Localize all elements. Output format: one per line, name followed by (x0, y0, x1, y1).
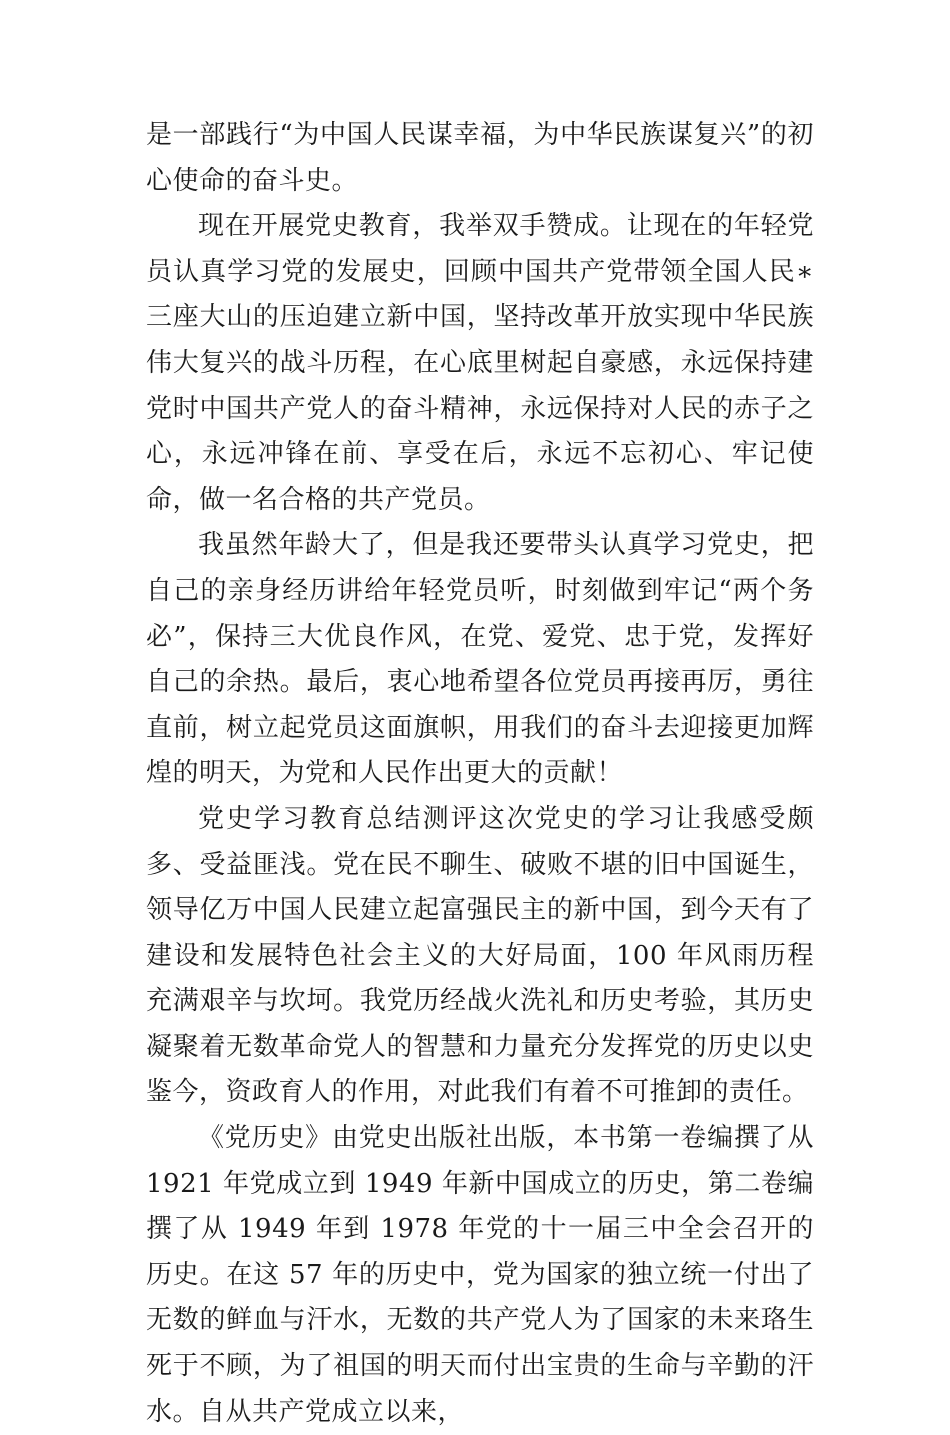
paragraph-5: 《党历史》由党史出版社出版，本书第一卷编撰了从 1921 年党成立到 1949 年新中国成立的历史，第二卷编撰了从 1949 年到 1978 年党的十一届三中全会召开的历史。在这 57 年的历史中，党为国家的独立统一付出了无数的鲜血与汗水，无数的共产党人为了国家的未来珞生死于不顾，为了祖国的明天而付出宝贵的生命与辛勤的汗水。自从共产党成立以来， (146, 1123, 814, 1427)
document-body (146, 113, 814, 1435)
paragraph-1: 是一部践行“为中国人民谋幸福，为中华民族谋复兴”的初心使命的奋斗史。 (146, 120, 814, 196)
paragraph-3: 我虽然年龄大了，但是我还要带头认真学习党史，把自己的亲身经历讲给年轻党员听，时刻做到牢记“两个务必”，保持三大优良作风，在党、爱党、忠于党，发挥好自己的余热。最后，衷心地希望各位党员再接再厉，勇往直前，树立起党员这面旗帜，用我们的奋斗去迎接更加辉煌的明天，为党和人民作出更大的贡献！ (146, 530, 814, 789)
paragraph-4: 党史学习教育总结测评这次党史的学习让我感受颇多、受益匪浅。党在民不聊生、破败不堪的旧中国诞生，领导亿万中国人民建立起富强民主的新中国，到今天有了建设和发展特色社会主义的大好局面，100 年风雨历程充满艰辛与坎坷。我党历经战火洗礼和历史考验，其历史凝聚着无数革命党人的智慧和力量充分发挥党的历史以史鉴今，资政育人的作用，对此我们有着不可推卸的责任。 (146, 803, 814, 1108)
paragraph-2: 现在开展党史教育，我举双手赞成。让现在的年轻党员认真学习党的发展史，回顾中国共产党带领全国人民∗三座大山的压迫建立新中国，坚持改革开放实现中华民族伟大复兴的战斗历程，在心底里树起自豪感，永远保持建党时中国共产党人的奋斗精神，永远保持对人民的赤子之心，永远冲锋在前、享受在后，永远不忘初心、牢记使命，做一名合格的共产党员。 (146, 211, 814, 515)
